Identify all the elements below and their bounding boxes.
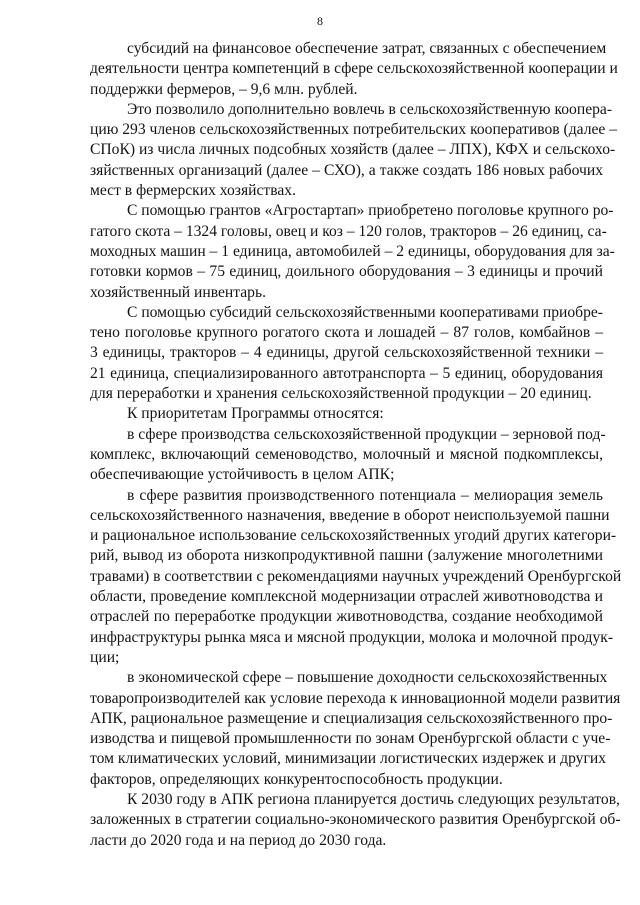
text-line: ласти до 2020 года и на период до 2030 года. bbox=[90, 831, 387, 849]
text-line: 3 единицы, тракторов – 4 единицы, другой сельскохозяйственной техники – bbox=[90, 344, 603, 362]
text-line: С помощью грантов «Агростартап» приобретено поголовье крупного ро- bbox=[127, 202, 614, 220]
text-line: в экономической сфере – повышение доходности сельскохозяйственных bbox=[127, 669, 608, 687]
text-line: тено поголовье крупного рогатого скота и лошадей – 87 голов, комбайнов – bbox=[90, 324, 603, 342]
text-line: деятельности центра компетенций в сфере сельскохозяйственной кооперации и bbox=[90, 60, 618, 78]
text-line: субсидий на финансовое обеспечение затрат, связанных с обеспечением bbox=[127, 40, 607, 57]
text-line: для переработки и хранения сельскохозяйственной продукции – 20 единиц. bbox=[90, 385, 592, 403]
text-line: в сфере развития производственного потенциала – мелиорация земель bbox=[127, 486, 603, 504]
text-line: комплекс, включающий семеноводство, молочный и мясной подкомплексы, bbox=[90, 445, 603, 463]
text-line: Это позволило дополнительно вовлечь в сельскохозяйственную коопера- bbox=[127, 100, 613, 118]
text-line: том климатических условий, минимизации логистических издержек и других bbox=[90, 750, 607, 768]
text-line: ции; bbox=[90, 648, 120, 666]
text-line: товаропроизводителей как условие перехода к инновационной модели развития bbox=[90, 689, 621, 707]
text-line: готовки кормов – 75 единиц, доильного оборудования – 3 единицы и прочий bbox=[90, 263, 603, 281]
text-line: зяйственных организаций (далее – СХО), а также создать 186 новых рабочих bbox=[90, 161, 603, 179]
page-number: 8 bbox=[317, 14, 323, 28]
text-line: АПК, рациональное размещение и специализация сельскохозяйственного про- bbox=[90, 709, 613, 727]
text-line: 21 единица, специализированного автотранспорта – 5 единиц, оборудования bbox=[90, 364, 603, 382]
text-line: обеспечивающие устойчивость в целом АПК; bbox=[90, 466, 395, 484]
text-line: мест в фермерских хозяйствах. bbox=[90, 182, 296, 200]
text-line: отраслей по переработке продукции животноводства, создание необходимой bbox=[90, 608, 603, 626]
text-line: К 2030 году в АПК региона планируется достичь следующих результатов, bbox=[127, 790, 620, 808]
text-line: рий, вывод из оборота низкопродуктивной пашни (залужение многолетними bbox=[90, 547, 603, 565]
text-line: цию 293 членов сельскохозяйственных потребительских кооперативов (далее – bbox=[90, 121, 618, 139]
text-line: гатого скота – 1324 головы, овец и коз – 120 голов, тракторов – 26 единиц, са- bbox=[90, 222, 607, 240]
text-line: и рациональное использование сельскохозяйственных угодий других категори- bbox=[90, 527, 617, 545]
text-line: области, проведение комплексной модернизации отраслей животноводства и bbox=[90, 588, 603, 606]
text-line: в сфере производства сельскохозяйственной продукции – зерновой под- bbox=[127, 425, 606, 443]
text-line: К приоритетам Программы относятся: bbox=[127, 405, 384, 423]
text-line: изводства и пищевой промышленности по зонам Оренбургской области с уче- bbox=[90, 730, 611, 748]
text-line: инфраструктуры рынка мяса и мясной продукции, молока и молочной продук- bbox=[90, 628, 614, 646]
text-line: факторов, определяющих конкурентоспособность продукции. bbox=[90, 770, 503, 788]
text-line: травами) в соответствии с рекомендациями научных учреждений Оренбургской bbox=[90, 567, 622, 585]
text-line: моходных машин – 1 единица, автомобилей – 2 единицы, оборудования для за- bbox=[90, 242, 615, 260]
text-line: поддержки фермеров, – 9,6 млн. рублей. bbox=[90, 80, 358, 98]
body-text bbox=[90, 39, 622, 851]
text-line: СПоК) из числа личных подсобных хозяйств (далее – ЛПХ), КФХ и сельскохо- bbox=[90, 141, 616, 159]
text-line: С помощью субсидий сельскохозяйственными кооперативами приобре- bbox=[127, 303, 603, 321]
text-line: хозяйственный инвентарь. bbox=[90, 283, 266, 301]
text-line: заложенных в стратегии социально-экономического развития Оренбургской об- bbox=[90, 811, 621, 829]
text-line: сельскохозяйственного назначения, введение в оборот неиспользуемой пашни bbox=[90, 506, 610, 524]
